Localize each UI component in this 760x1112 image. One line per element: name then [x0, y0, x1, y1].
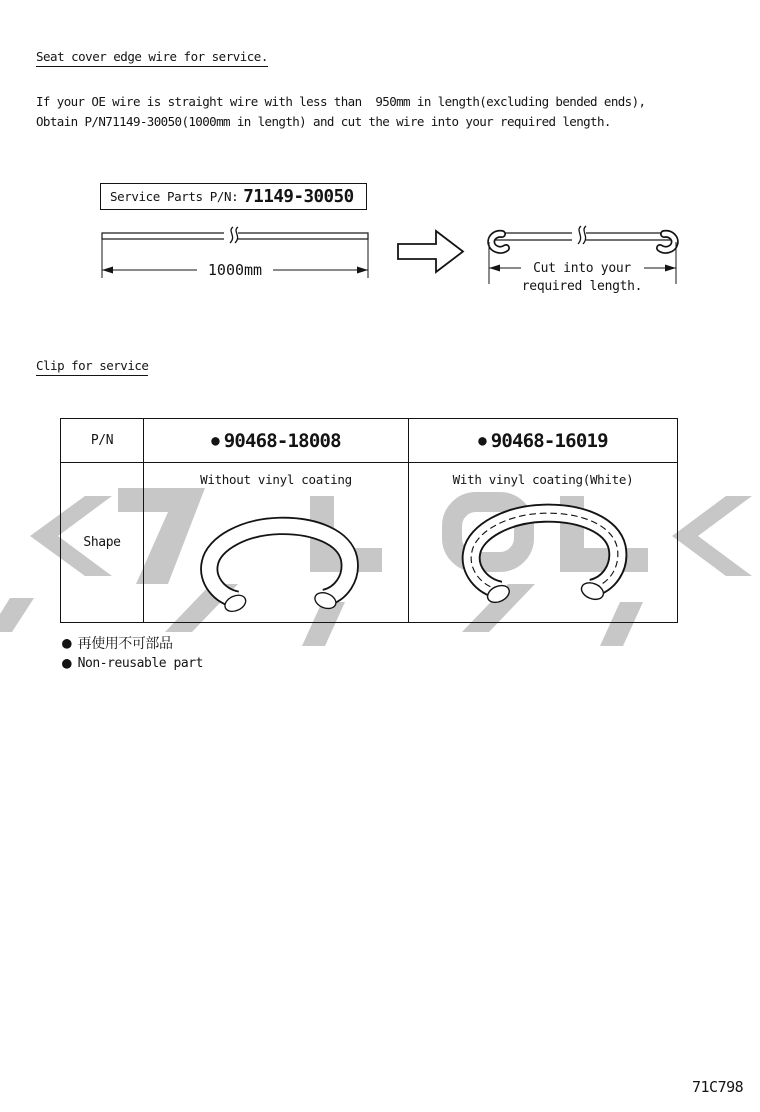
coating-label-1: Without vinyl coating [200, 472, 352, 487]
page-title-text: Seat cover edge wire for service. [36, 49, 268, 67]
clip-section-heading [36, 355, 148, 376]
intro-line-2: Obtain P/N71149-30050(1000mm in length) and cut the wire into your required length. [36, 114, 611, 129]
dimension-cut-note [489, 261, 676, 294]
legend-row-jp [62, 633, 203, 653]
non-reusable-bullet-icon: ● [62, 653, 72, 672]
table-cell-shape-1 [144, 463, 409, 622]
cut-note-line-2: required length. [521, 279, 643, 294]
table-cell-part-2 [409, 419, 677, 463]
service-parts-number: 71149-30050 [243, 186, 354, 207]
watermark-shape [0, 598, 34, 632]
part-number-1: 90468-18008 [223, 429, 341, 452]
wire-length-label: 1000mm [207, 261, 263, 279]
pn-header-label: P/N [90, 433, 114, 448]
wire-curl-left [491, 234, 506, 250]
part-number-2: 90468-16019 [490, 429, 608, 452]
legend-text-jp: 再使用不可部品 [77, 636, 173, 652]
wire-diagram [85, 218, 695, 318]
service-parts-box [100, 183, 367, 210]
clip-section-heading-text: Clip for service [36, 358, 148, 376]
straight-wire-drawing [102, 227, 368, 279]
intro-paragraph [36, 92, 645, 132]
legend [62, 633, 203, 673]
non-reusable-bullet-icon: ● [211, 432, 220, 449]
wire-break-icon [572, 226, 586, 244]
non-reusable-bullet-icon: ● [478, 432, 487, 449]
transform-arrow-icon [398, 231, 463, 272]
service-parts-label: Service Parts P/N: [110, 189, 239, 204]
table-cell-part-1 [144, 419, 409, 463]
clip-illustration-coated [449, 501, 639, 609]
clip-parts-table [60, 418, 678, 623]
table-header-shape-cell [61, 463, 144, 622]
table-header-pn-cell [61, 419, 144, 463]
clip-illustration-plain [188, 515, 370, 617]
wire-curl-right [660, 234, 675, 250]
table-cell-shape-2 [409, 463, 677, 622]
cut-note-line-1: Cut into your [533, 261, 631, 276]
legend-text-en: Non-reusable part [77, 655, 204, 671]
document-code: 71C798 [692, 1078, 744, 1096]
legend-row-en [62, 653, 203, 673]
wire-break-icon [224, 227, 238, 243]
bent-wire-drawing [489, 226, 676, 294]
dimension-1000mm [102, 261, 368, 279]
watermark-shape [672, 496, 752, 576]
shape-header-label: Shape [83, 535, 121, 550]
page-title [36, 46, 268, 67]
coating-label-2: With vinyl coating(White) [452, 472, 634, 487]
non-reusable-bullet-icon: ● [62, 633, 72, 652]
intro-line-1: If your OE wire is straight wire with less than 950mm in length(excluding bended ends), [36, 94, 646, 109]
